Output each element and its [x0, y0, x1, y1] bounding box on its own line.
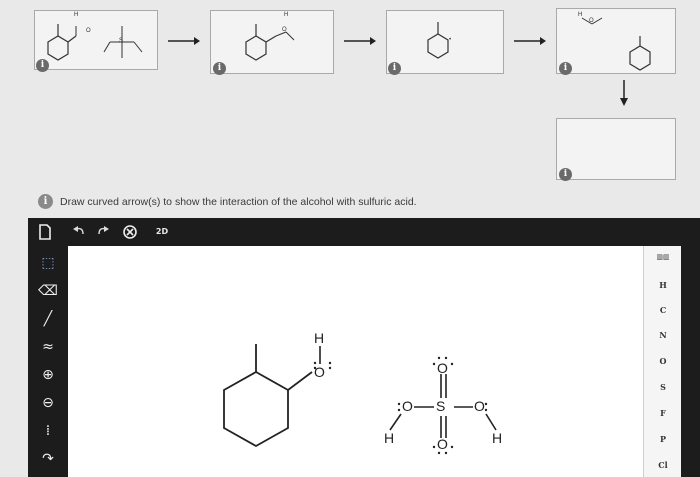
mechanism-step-5 — [556, 118, 676, 180]
bond-icon[interactable]: ╱ — [43, 311, 53, 327]
alcohol-h-label: H — [314, 330, 325, 346]
element-o[interactable]: O — [659, 356, 667, 366]
element-cl[interactable]: Cl — [658, 460, 668, 470]
step-1-h-label: H — [74, 12, 79, 18]
drawing-tools — [28, 246, 68, 477]
step-5-info-icon[interactable]: i — [559, 168, 572, 181]
view-2d-button[interactable]: 2D — [155, 227, 169, 236]
clear-icon[interactable] — [120, 222, 140, 242]
step-3-structure — [386, 10, 504, 74]
element-n[interactable]: N — [659, 330, 667, 340]
periodic-table-icon[interactable]: ▥▥ — [656, 252, 670, 261]
undo-icon[interactable] — [70, 222, 88, 242]
curved-arrow-icon[interactable]: ↷ — [42, 451, 54, 467]
prompt-text: Draw curved arrow(s) to show the interaction of the alcohol with sulfuric acid. — [60, 195, 417, 208]
select-icon[interactable]: ⬚ — [41, 255, 55, 271]
step-2-structure — [210, 10, 334, 74]
step-4-info-icon[interactable]: i — [559, 62, 572, 75]
element-c[interactable]: C — [659, 305, 667, 315]
alcohol-o-label: O — [314, 364, 325, 380]
step-arrow-3 — [514, 36, 546, 49]
step-arrow-1 — [168, 36, 200, 49]
acid-h-right-label: H — [492, 430, 503, 446]
element-s[interactable]: S — [660, 382, 666, 392]
document-icon[interactable] — [36, 222, 54, 242]
step-1-o-label: O — [86, 28, 91, 34]
step-3-info-icon[interactable]: i — [388, 62, 401, 75]
element-p[interactable]: P — [659, 434, 666, 444]
lone-pair-icon[interactable]: ⁞ — [45, 423, 51, 439]
acid-o-right-label: O — [474, 398, 485, 414]
drawing-canvas[interactable] — [68, 246, 643, 477]
step-4-o-label: O — [589, 18, 594, 24]
element-h[interactable]: H — [659, 280, 667, 290]
plus-charge-icon[interactable]: ⊕ — [42, 367, 54, 383]
palette-scrollbar[interactable] — [681, 246, 700, 477]
minus-charge-icon[interactable]: ⊖ — [42, 395, 54, 411]
step-1-s-label: S — [119, 38, 124, 44]
step-1-structures — [34, 10, 158, 70]
redo-icon[interactable] — [94, 222, 112, 242]
step-2-h-label: H — [284, 12, 289, 18]
question-prompt — [38, 194, 417, 209]
step-arrow-2 — [344, 36, 376, 49]
acid-o-left-label: O — [402, 398, 413, 414]
step-4-h-label: H — [578, 12, 583, 18]
eraser-icon[interactable]: ⌫ — [38, 283, 58, 299]
canvas-structures — [68, 246, 643, 477]
element-palette — [643, 246, 682, 477]
acid-h-left-label: H — [384, 430, 395, 446]
step-1-info-icon[interactable]: i — [36, 59, 49, 72]
acid-o-bottom-label: O — [437, 436, 448, 452]
acid-s-label: S — [436, 398, 446, 414]
element-f[interactable]: F — [660, 408, 666, 418]
prompt-info-icon[interactable]: i — [38, 194, 53, 209]
editor-toolbar — [28, 218, 700, 246]
step-2-info-icon[interactable]: i — [213, 62, 226, 75]
step-2-o-label: O — [282, 27, 287, 33]
step-4-structures — [556, 8, 676, 74]
chain-icon[interactable]: ≈ — [42, 339, 54, 355]
acid-o-top-label: O — [437, 360, 448, 376]
step-arrow-down — [618, 80, 630, 109]
step-3-radical-dot: • — [449, 37, 452, 43]
